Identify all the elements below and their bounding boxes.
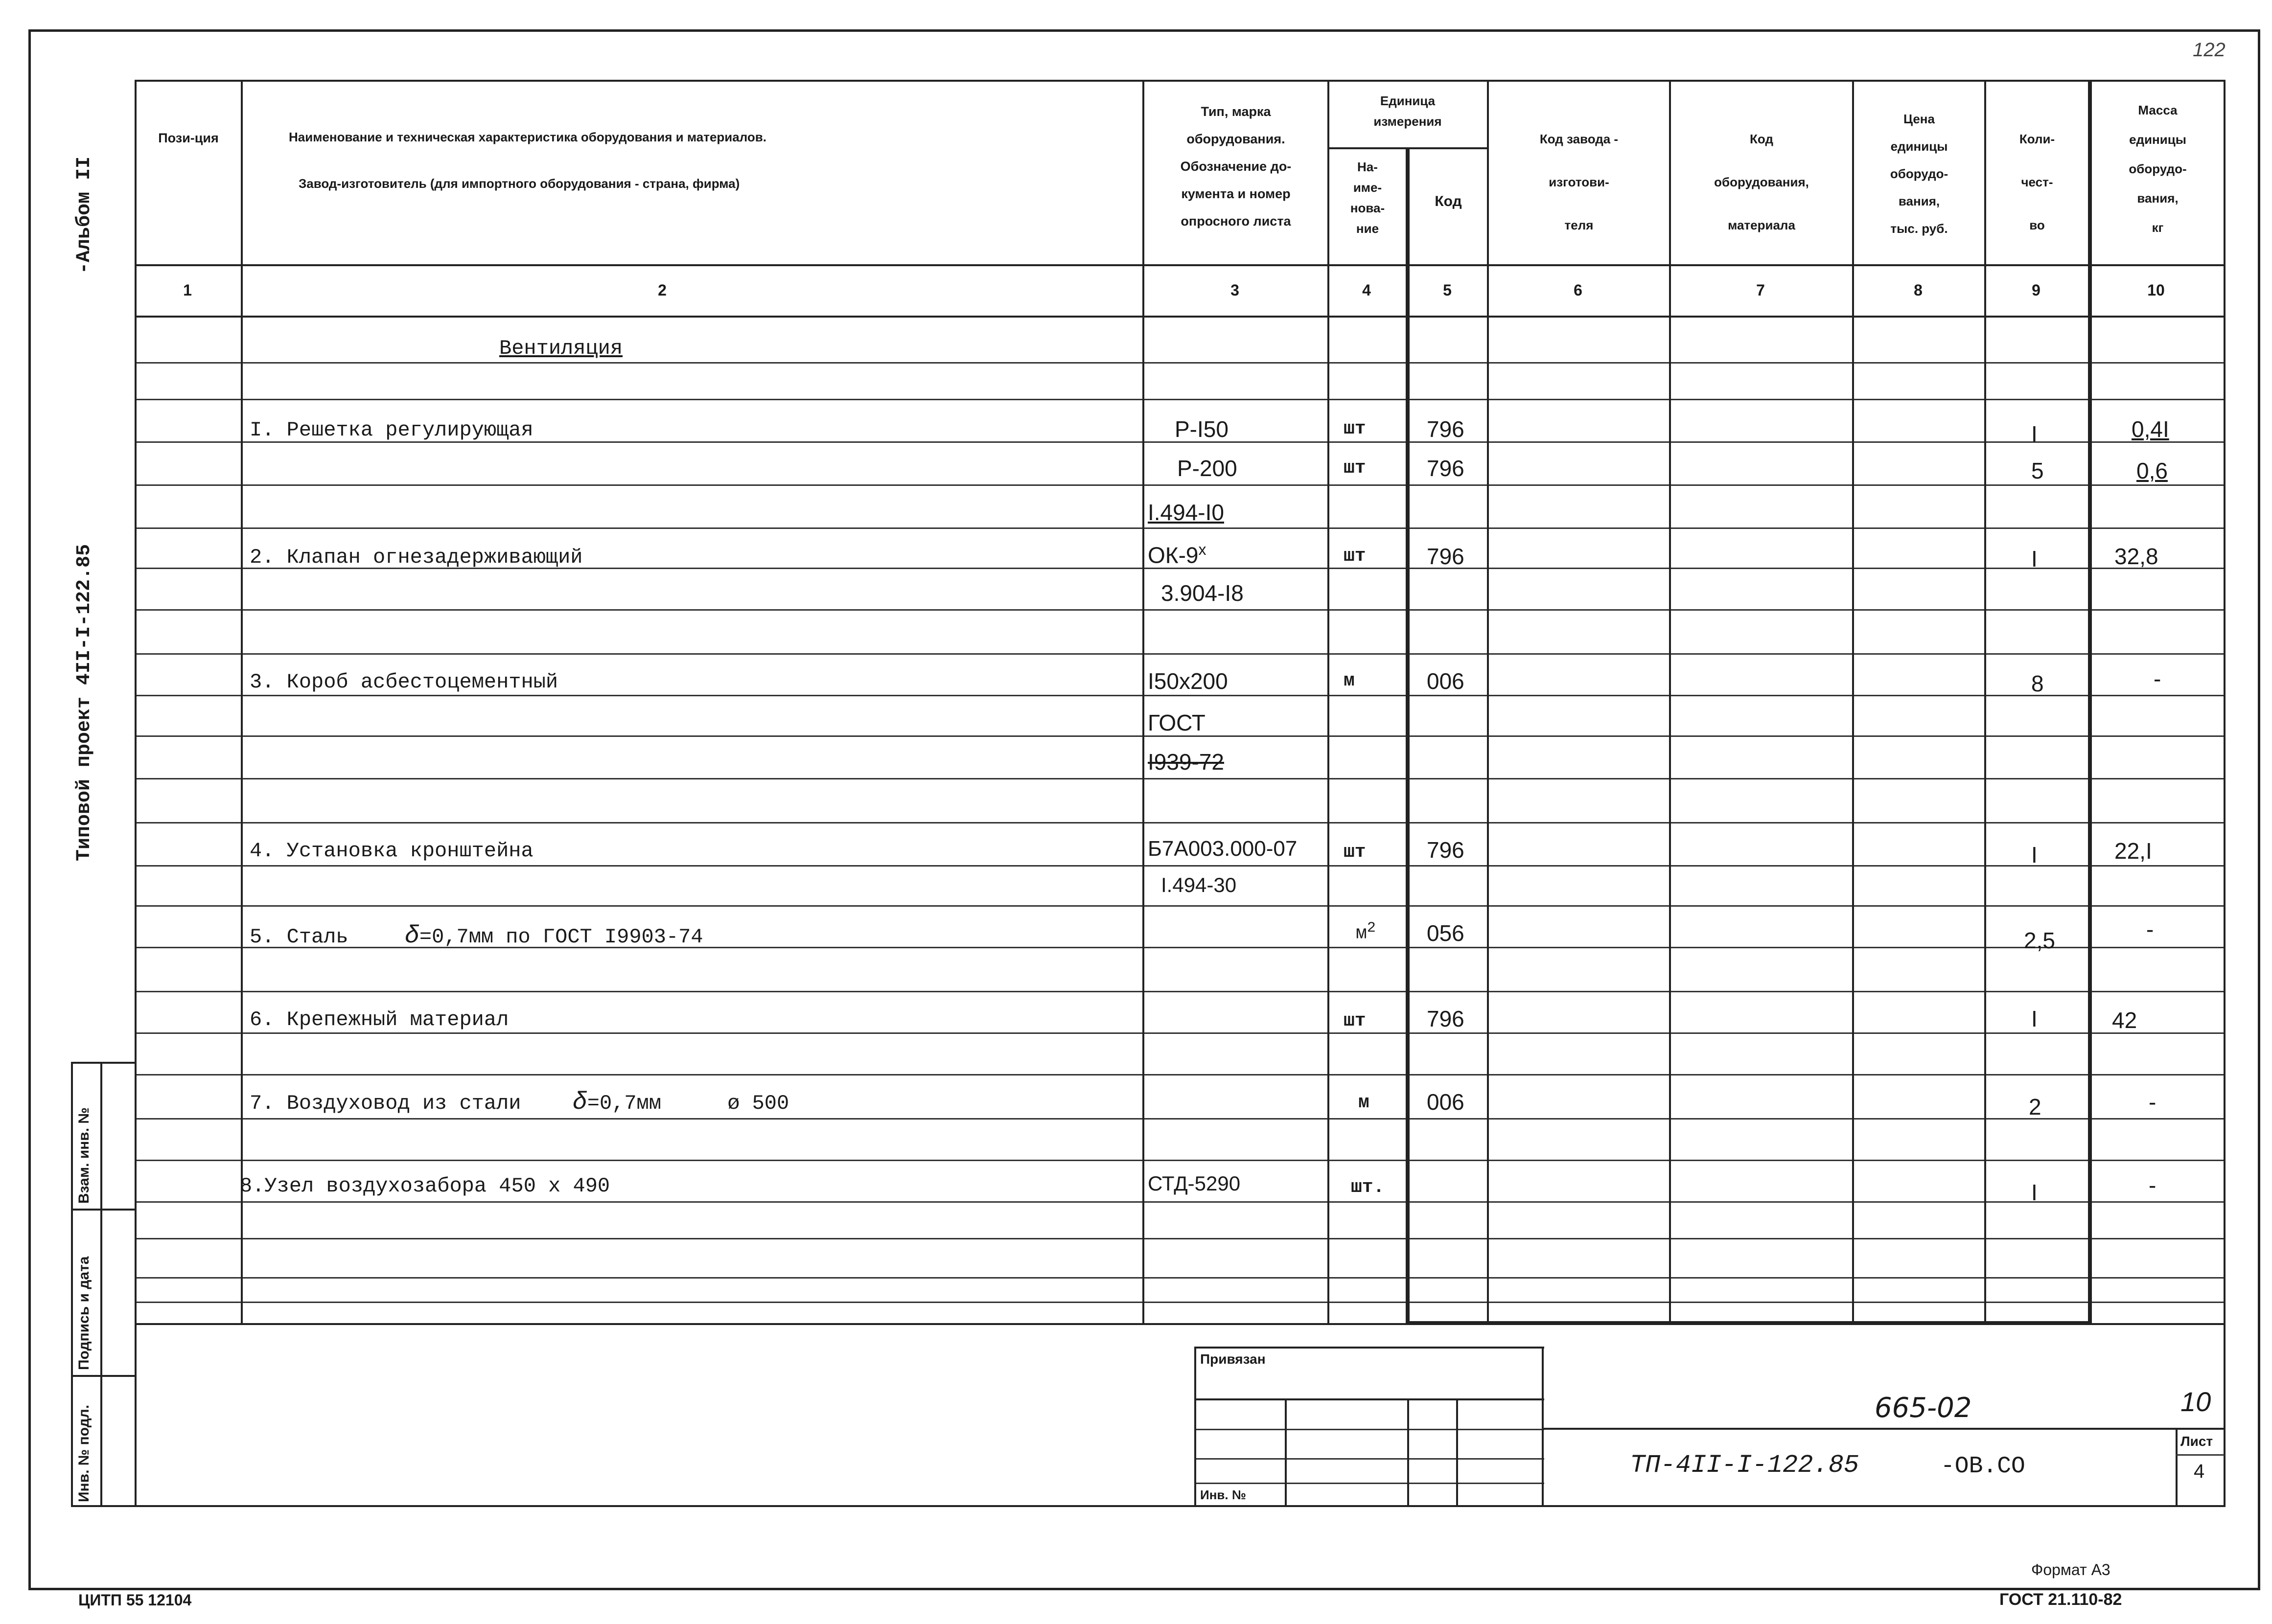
unit-name-line: ние bbox=[1356, 221, 1379, 236]
row-line bbox=[135, 609, 2226, 611]
row-name: 8.Узел воздухозабора 450 х 490 bbox=[240, 1174, 610, 1198]
col-line-10 bbox=[2224, 80, 2226, 1325]
table-bottom-line bbox=[135, 1323, 2226, 1325]
row-qty: I bbox=[2031, 1006, 2038, 1031]
stamp-inv-original: Инв. № подл. bbox=[76, 1404, 92, 1502]
header-name-line2: Завод-изготовитель (для импортного оборудования - страна, фирма) bbox=[299, 176, 740, 191]
row-unit: м bbox=[1358, 1092, 1369, 1113]
row-unit-superscript: 2 bbox=[1367, 920, 1376, 937]
row-mass: - bbox=[2154, 666, 2161, 691]
title-block-left bbox=[135, 1323, 137, 1507]
sheet-cell-left bbox=[2176, 1428, 2178, 1506]
row-unit: шт bbox=[1344, 546, 1366, 567]
row-line bbox=[135, 778, 2226, 779]
price-line: тыс. руб. bbox=[1890, 221, 1948, 236]
row-line bbox=[135, 1118, 2226, 1120]
stamp-line bbox=[71, 1062, 73, 1507]
colnum-10: 10 bbox=[2147, 281, 2165, 299]
row-name: 7. Воздуховод из стали bbox=[250, 1092, 521, 1115]
row-type: Р-I50 bbox=[1175, 416, 1229, 442]
row-line bbox=[135, 1160, 2226, 1161]
row-name-wrap bbox=[250, 1089, 789, 1117]
row-qty: I bbox=[2031, 546, 2038, 572]
designation: ТП-4II-I-122.85 bbox=[1630, 1451, 1859, 1480]
header-bottom-line bbox=[135, 264, 2226, 266]
header-unit-code: Код bbox=[1435, 193, 1462, 209]
row-code: 796 bbox=[1427, 1006, 1464, 1031]
col-line-3 bbox=[1327, 80, 1329, 1325]
row-qty: 8 bbox=[2031, 671, 2044, 696]
row-code: 796 bbox=[1427, 544, 1464, 569]
row-type: ОК-9 bbox=[1148, 542, 1199, 568]
colnum-1: 1 bbox=[183, 281, 192, 299]
stamp-line bbox=[71, 1209, 136, 1211]
units-group-line: Единица bbox=[1380, 93, 1436, 108]
doc-total: 10 bbox=[2180, 1386, 2211, 1417]
row-unit: шт bbox=[1344, 457, 1366, 479]
units-group-line: измерения bbox=[1373, 114, 1442, 129]
header-price bbox=[1854, 105, 1984, 242]
col-line-9 bbox=[2088, 80, 2092, 1325]
row-qty: I bbox=[2031, 842, 2038, 868]
title-block-bottom bbox=[135, 1505, 2226, 1507]
delta-symbol: δ bbox=[404, 922, 419, 950]
row-type: I.494-I0 bbox=[1148, 500, 1224, 525]
colnum-4: 4 bbox=[1362, 281, 1371, 299]
equipment-code-line: Код bbox=[1750, 132, 1773, 146]
mass-line: кг bbox=[2152, 220, 2164, 235]
row-mass: - bbox=[2149, 1172, 2156, 1198]
header-equipment-code bbox=[1671, 117, 1852, 247]
row-line bbox=[135, 1238, 2226, 1239]
row-code: 796 bbox=[1427, 416, 1464, 442]
row-type: Б7А003.000-07 bbox=[1148, 837, 1298, 861]
row-line bbox=[135, 362, 2226, 364]
plant-code-line: изготови- bbox=[1549, 175, 1609, 189]
row-unit-wrap bbox=[1356, 920, 1376, 944]
row-name: 6. Крепежный материал bbox=[250, 1008, 509, 1031]
unit-name-line: нова- bbox=[1350, 201, 1385, 215]
row-code: 056 bbox=[1427, 920, 1464, 946]
col-line-4 bbox=[1406, 147, 1410, 1324]
row-qty: 5 bbox=[2031, 458, 2044, 483]
row-type-wrap bbox=[1148, 541, 1206, 568]
footer-gost: ГОСТ 21.110-82 bbox=[1999, 1590, 2122, 1609]
header-units-group bbox=[1329, 91, 1486, 132]
corner-mark: 122 bbox=[2193, 39, 2226, 61]
row-unit: шт bbox=[1344, 418, 1366, 439]
quantity-line: во bbox=[2029, 218, 2045, 232]
linked-line bbox=[1194, 1398, 1544, 1400]
row-mass: 0,4I bbox=[2132, 416, 2169, 442]
header-name-line1: Наименование и техническая характеристика оборудования и материалов. bbox=[289, 130, 767, 144]
header-type-line: Тип, марка bbox=[1201, 104, 1271, 119]
row-qty: 2 bbox=[2029, 1094, 2041, 1120]
header-type bbox=[1145, 98, 1326, 235]
linked-line bbox=[1194, 1347, 1196, 1506]
row-name: 3. Короб асбестоцементный bbox=[250, 670, 558, 694]
row-mass: 32,8 bbox=[2114, 544, 2158, 569]
plant-code-line: теля bbox=[1564, 218, 1594, 232]
header-quantity bbox=[1986, 117, 2088, 247]
colnum-5: 5 bbox=[1443, 281, 1452, 299]
row-line bbox=[135, 653, 2226, 655]
colnum-7: 7 bbox=[1756, 281, 1765, 299]
delta-symbol: δ bbox=[572, 1089, 587, 1117]
linked-line bbox=[1194, 1429, 1544, 1430]
price-line: Цена bbox=[1903, 112, 1935, 126]
linked-line bbox=[1542, 1347, 1544, 1506]
colnum-9: 9 bbox=[2032, 281, 2040, 299]
row-type: СТД-5290 bbox=[1148, 1172, 1241, 1195]
row-type: I939-72 bbox=[1148, 749, 1225, 775]
row-mass: 42 bbox=[2112, 1007, 2137, 1033]
col-line-6 bbox=[1669, 80, 1671, 1325]
stamp-signature-date: Подпись и дата bbox=[76, 1256, 92, 1370]
colnum-3: 3 bbox=[1230, 281, 1239, 299]
colnum-8: 8 bbox=[1914, 281, 1923, 299]
quantity-line: чест- bbox=[2021, 175, 2053, 189]
sheet-frame bbox=[28, 29, 2260, 1590]
header-unit-name bbox=[1329, 157, 1406, 239]
title-block-right bbox=[2224, 1323, 2226, 1507]
row-code: 796 bbox=[1427, 837, 1464, 863]
row-line bbox=[135, 991, 2226, 992]
linked-line bbox=[1456, 1398, 1458, 1506]
stamp-replaced-inv: Взам. инв. № bbox=[76, 1107, 92, 1204]
side-label-album: -Альбом II bbox=[73, 156, 95, 274]
row-line bbox=[135, 1201, 2226, 1203]
header-type-line: Обозначение до- bbox=[1180, 159, 1292, 174]
price-line: вания, bbox=[1898, 194, 1940, 208]
col-line-2 bbox=[1142, 80, 1144, 1325]
section-title: Вентиляция bbox=[499, 337, 623, 360]
doc-number: 665-02 bbox=[1875, 1392, 1972, 1424]
row-type: I.494-30 bbox=[1161, 873, 1237, 896]
side-label-project: Типовой проект 4II-I-122.85 bbox=[73, 544, 95, 861]
colnum-bottom-line bbox=[135, 316, 2226, 318]
row-qty: 2,5 bbox=[2024, 928, 2055, 953]
row-line bbox=[135, 822, 2226, 823]
colnum-6: 6 bbox=[1574, 281, 1582, 299]
row-line bbox=[135, 905, 2226, 907]
price-line: единицы bbox=[1890, 139, 1948, 154]
row-name: 5. Сталь bbox=[250, 925, 348, 949]
row-type: ГОСТ bbox=[1148, 710, 1206, 735]
col-line-0 bbox=[135, 80, 137, 1325]
header-mass bbox=[2092, 95, 2224, 242]
colnum-2: 2 bbox=[658, 281, 667, 299]
footer-format: Формат А3 bbox=[2031, 1561, 2110, 1578]
row-name: 4. Установка кронштейна bbox=[250, 839, 533, 863]
row-code: 796 bbox=[1427, 456, 1464, 481]
sheet-label: Лист bbox=[2180, 1434, 2213, 1449]
unit-name-line: На- bbox=[1357, 160, 1378, 174]
header-type-line: оборудования. bbox=[1186, 132, 1285, 146]
row-line bbox=[135, 695, 2226, 696]
footer-left: ЦИТП 55 12104 bbox=[78, 1591, 192, 1609]
linked-line bbox=[1194, 1483, 1544, 1484]
mass-line: вания, bbox=[2137, 191, 2179, 206]
row-line bbox=[135, 527, 2226, 529]
equipment-code-line: оборудования, bbox=[1714, 175, 1809, 189]
row-unit: шт bbox=[1344, 1010, 1366, 1031]
row-diameter: ø 500 bbox=[727, 1092, 789, 1115]
header-type-line: кумента и номер bbox=[1181, 186, 1291, 201]
quantity-line: Коли- bbox=[2019, 132, 2055, 146]
linked-line bbox=[1194, 1347, 1544, 1349]
row-type: 3.904-I8 bbox=[1161, 580, 1244, 606]
row-qty: I bbox=[2031, 1180, 2038, 1205]
row-line bbox=[135, 1302, 2226, 1303]
row-type-superscript: х bbox=[1198, 541, 1206, 558]
row-type: Р-200 bbox=[1177, 456, 1237, 481]
row-line bbox=[135, 865, 2226, 867]
col-line-5 bbox=[1487, 80, 1489, 1325]
row-line bbox=[135, 1277, 2226, 1279]
title-block-divider bbox=[1542, 1428, 2225, 1430]
mass-line: единицы bbox=[2129, 132, 2186, 147]
stamp-line bbox=[71, 1375, 136, 1377]
col-line-8 bbox=[1984, 80, 1986, 1325]
header-type-line: опросного листа bbox=[1181, 214, 1291, 229]
row-line bbox=[135, 1032, 2226, 1034]
linked-label: Привязан bbox=[1200, 1351, 1266, 1367]
row-line bbox=[135, 399, 2226, 400]
col-line-1 bbox=[241, 80, 243, 1325]
mass-line: Масса bbox=[2138, 103, 2178, 117]
row-name-rest: =0,7мм по ГОСТ I9903-74 bbox=[419, 925, 703, 949]
row-name: 2. Клапан огнезадерживающий bbox=[250, 546, 583, 569]
linked-line bbox=[1285, 1398, 1287, 1506]
equipment-code-line: материала bbox=[1728, 218, 1795, 232]
row-unit: м bbox=[1344, 670, 1355, 691]
row-name-rest: =0,7мм bbox=[587, 1092, 661, 1115]
row-code: 006 bbox=[1427, 1089, 1464, 1115]
row-name-wrap bbox=[250, 922, 703, 950]
header-plant-code bbox=[1489, 117, 1669, 247]
linked-line bbox=[1407, 1398, 1409, 1506]
table-top-line bbox=[135, 80, 2226, 82]
row-type: I50х200 bbox=[1148, 668, 1228, 694]
row-line bbox=[135, 484, 2226, 486]
row-mass: 0,6 bbox=[2136, 458, 2168, 483]
sheet-cell-divider bbox=[2176, 1454, 2225, 1456]
inv-label: Инв. № bbox=[1200, 1487, 1246, 1502]
row-qty: I bbox=[2031, 421, 2038, 447]
price-line: оборудо- bbox=[1890, 166, 1948, 181]
stamp-line bbox=[100, 1062, 102, 1507]
row-mass: - bbox=[2149, 1089, 2156, 1115]
unit-name-line: име- bbox=[1353, 180, 1382, 195]
plant-code-line: Код завода - bbox=[1539, 132, 1619, 146]
col-line-7 bbox=[1852, 80, 1854, 1325]
header-position: Пози-ция bbox=[158, 131, 219, 145]
row-name: I. Решетка регулирующая bbox=[250, 418, 533, 442]
mass-line: оборудо- bbox=[2129, 161, 2187, 176]
stamp-line bbox=[71, 1505, 136, 1507]
row-mass: 22,I bbox=[2114, 838, 2152, 864]
row-unit: м bbox=[1356, 923, 1367, 944]
sheet-value: 4 bbox=[2194, 1461, 2205, 1482]
row-line bbox=[135, 1074, 2226, 1075]
designation-suffix: -ОВ.СО bbox=[1941, 1453, 2025, 1480]
row-code: 006 bbox=[1427, 668, 1464, 694]
row-unit: шт bbox=[1344, 842, 1366, 863]
linked-line bbox=[1194, 1458, 1544, 1460]
row-mass: - bbox=[2146, 916, 2154, 942]
stamp-line bbox=[71, 1062, 136, 1064]
row-unit: шт. bbox=[1351, 1177, 1385, 1198]
